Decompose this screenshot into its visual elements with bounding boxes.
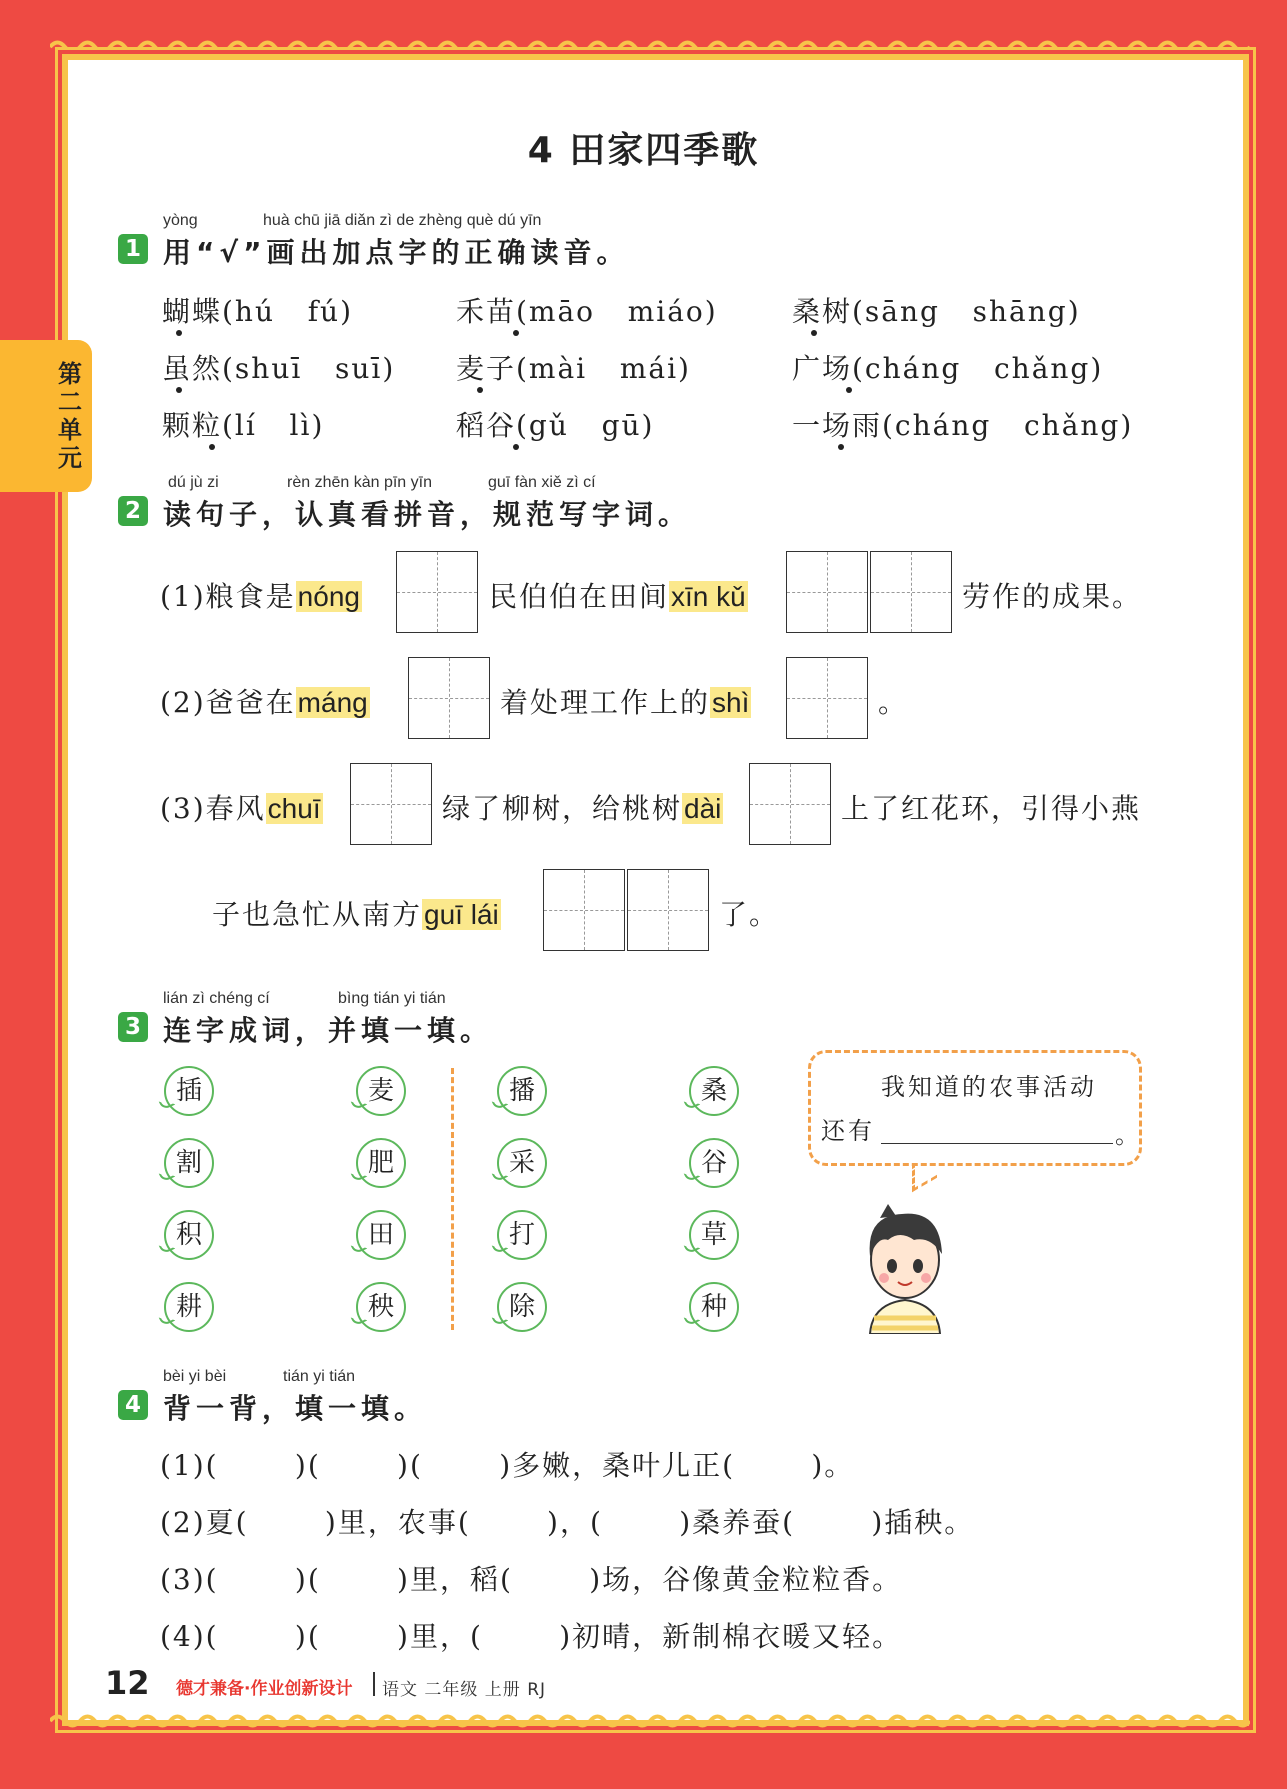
char-circle[interactable]: 打 (497, 1210, 547, 1260)
char-circle[interactable]: 麦 (356, 1066, 406, 1116)
q4-pinyin-2: tián yi tián (283, 1368, 356, 1385)
q1-item: 一场雨(cháng chǎng) (792, 409, 1134, 442)
pinyin-prompt: dài (684, 793, 722, 824)
emphasis-dot (811, 330, 817, 336)
q2-pinyin-3: guī fàn xiě zì cí (488, 474, 596, 491)
char-circle[interactable]: 播 (497, 1066, 547, 1116)
unit-side-tab-label: 第二单元 (58, 360, 82, 472)
q2-heading: 读句子，认真看拼音，规范写字词。 (163, 498, 692, 531)
q3-number-badge: 3 (118, 1012, 148, 1042)
footer-info: 语文 二年级 上册 RJ (382, 1680, 547, 1700)
emphasis-dot (513, 330, 519, 336)
q1-heading: 用“√”画出加点字的正确读音。 (163, 236, 630, 269)
q2-pinyin-1: dú jù zi (168, 474, 219, 491)
q1-item: 虽然(shuī suī) (162, 352, 396, 385)
q1-item: 稻谷(gǔ gū) (456, 409, 655, 442)
emphasis-dot (176, 387, 182, 393)
char-circle[interactable]: 种 (689, 1282, 739, 1332)
bubble-answer-line[interactable] (881, 1143, 1113, 1144)
q1-item: 桑树(sāng shāng) (792, 295, 1081, 328)
q2-pinyin-2: rèn zhēn kàn pīn yīn (287, 474, 432, 491)
pinyin-prompt: máng (297, 687, 368, 718)
char-circle[interactable]: 耕 (164, 1282, 214, 1332)
boy-illustration (850, 1196, 960, 1334)
char-circle[interactable]: 肥 (356, 1138, 406, 1188)
q3-pinyin-1: lián zì chéng cí (163, 990, 270, 1007)
q3-heading: 连字成词，并填一填。 (163, 1014, 494, 1047)
writing-box[interactable] (408, 657, 490, 739)
q2-sentence-1-text: 民伯伯在田间xīn kǔ (489, 580, 746, 613)
q4-line-1[interactable]: (1)( )( )( )多嫩，桑叶儿正( )。 (160, 1449, 855, 1482)
footer-brand: 德才兼备·作业创新设计 (176, 1679, 353, 1699)
q2-sentence-3-text: 绿了柳树，给桃树dài (442, 792, 722, 825)
speech-bubble (808, 1050, 1142, 1166)
pinyin-prompt: guī lái (424, 899, 499, 930)
q4-number-badge: 4 (118, 1390, 148, 1420)
q1-pinyin-1: yòng (163, 212, 198, 229)
char-circle[interactable]: 田 (356, 1210, 406, 1260)
char-circle[interactable]: 除 (497, 1282, 547, 1332)
q4-heading: 背一背，填一填。 (163, 1392, 428, 1425)
q1-item: 广场(cháng chǎng) (792, 352, 1104, 385)
writing-box[interactable] (350, 763, 432, 845)
char-circle[interactable]: 插 (164, 1066, 214, 1116)
emphasis-dot (209, 444, 215, 450)
pinyin-prompt: shì (712, 687, 750, 718)
q2-number-badge: 2 (118, 496, 148, 526)
pinyin-prompt: nóng (297, 581, 360, 612)
q3-pinyin-2: bìng tián yi tián (338, 990, 446, 1007)
q4-pinyin-1: bèi yi bèi (163, 1368, 227, 1385)
q2-sentence-3-text: 上了红花环，引得小燕 (841, 792, 1142, 825)
bubble-end-punct: 。 (1115, 1121, 1139, 1149)
emphasis-dot (838, 444, 844, 450)
bubble-text-1: 我知道的农事活动 (881, 1073, 1097, 1101)
q4-line-4[interactable]: (4)( )( )里，( )初晴，新制棉衣暖又轻。 (160, 1620, 903, 1653)
wavy-border-bottom (50, 1712, 1250, 1730)
char-circle[interactable]: 秧 (356, 1282, 406, 1332)
page-title: 4 田家四季歌 (527, 130, 760, 171)
writing-box[interactable] (749, 763, 831, 845)
q2-sentence-1-text: (1)粮食是nóng (160, 580, 360, 613)
char-circle[interactable]: 积 (164, 1210, 214, 1260)
pinyin-prompt: xīn kǔ (671, 581, 746, 612)
emphasis-dot (846, 387, 852, 393)
char-circle[interactable]: 草 (689, 1210, 739, 1260)
q2-sentence-2-text: 。 (878, 686, 909, 719)
q1-item: 蝴蝶(hú fú) (162, 295, 354, 328)
q2-sentence-4-text: 子也急忙从南方guī lái (212, 898, 499, 931)
char-circle[interactable]: 割 (164, 1138, 214, 1188)
q2-sentence-2-text: 着处理工作上的shì (500, 686, 750, 719)
q4-line-2[interactable]: (2)夏( )里，农事( )，( )桑养蚕( )插秧。 (160, 1506, 975, 1539)
q1-item: 禾苗(māo miáo) (456, 295, 718, 328)
writing-box[interactable] (786, 551, 868, 633)
char-circle[interactable]: 谷 (689, 1138, 739, 1188)
q2-sentence-1-text: 劳作的成果。 (962, 580, 1143, 613)
q1-number-badge: 1 (118, 234, 148, 264)
q2-sentence-4-text: 了。 (719, 898, 780, 931)
writing-box[interactable] (543, 869, 625, 951)
char-circle[interactable]: 采 (497, 1138, 547, 1188)
page-number: 12 (105, 1664, 150, 1702)
q1-item: 麦子(mài mái) (456, 352, 691, 385)
footer-separator (373, 1672, 375, 1696)
emphasis-dot (176, 330, 182, 336)
pinyin-prompt: chuī (267, 793, 321, 824)
q4-line-3[interactable]: (3)( )( )里，稻( )场，谷像黄金粒粒香。 (160, 1563, 903, 1596)
writing-box[interactable] (627, 869, 709, 951)
q1-pinyin-2: huà chū jiā diǎn zì de zhèng què dú yīn (263, 212, 542, 229)
unit-side-tab (0, 340, 92, 492)
writing-box[interactable] (870, 551, 952, 633)
bubble-text-2: 还有 (821, 1117, 875, 1145)
char-circle[interactable]: 桑 (689, 1066, 739, 1116)
q2-sentence-2-text: (2)爸爸在máng (160, 686, 368, 719)
writing-box[interactable] (786, 657, 868, 739)
q1-item: 颗粒(lí lì) (162, 409, 325, 442)
emphasis-dot (513, 444, 519, 450)
column-divider (451, 1068, 454, 1330)
q2-sentence-3-text: (3)春风chuī (160, 792, 321, 825)
writing-box[interactable] (396, 551, 478, 633)
emphasis-dot (477, 387, 483, 393)
